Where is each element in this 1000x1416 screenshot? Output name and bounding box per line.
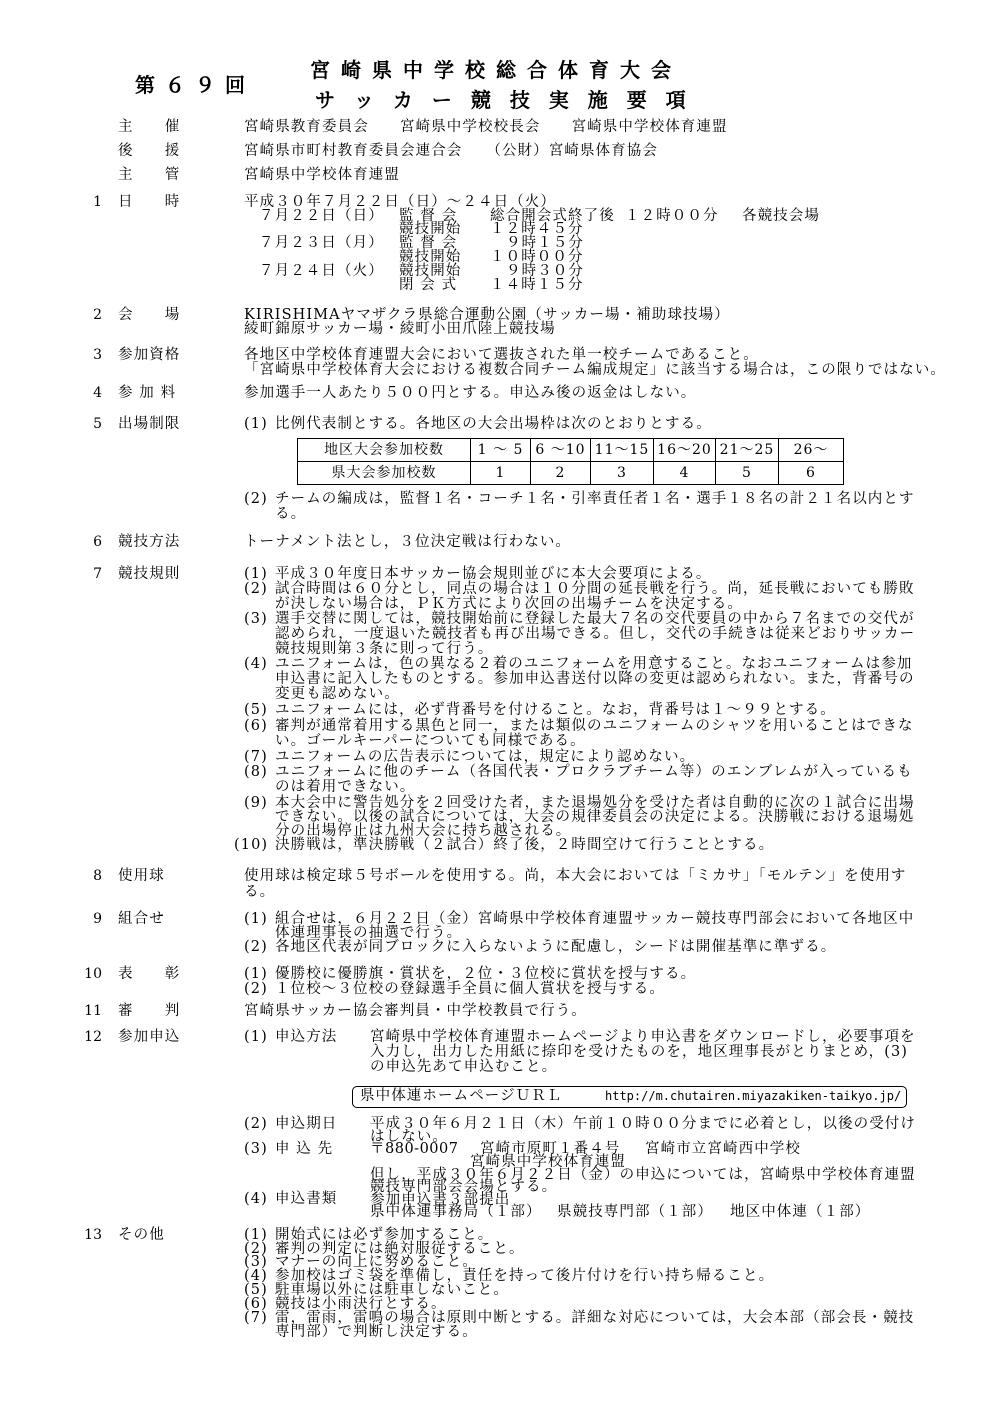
item-text: 決勝戦は，準決勝戦（２試合）終了後，２時間空けて行うこととする。: [275, 837, 775, 853]
document-subtitle: サ ッ カ ー 競 技 実 施 要 項: [315, 88, 692, 112]
item-marker: (5): [244, 1282, 268, 1298]
item-text: 競技規則第３条に則って行う。: [275, 641, 494, 657]
schedule-item: 競技開始: [399, 263, 462, 279]
schedule-place: 各競技会場: [742, 208, 820, 224]
manager-label: 主 管: [118, 167, 181, 183]
item-marker: (7): [244, 749, 268, 765]
schedule-period: 平成３０年７月２２日（日）～２４日（火）: [244, 194, 556, 210]
method-line: トーナメント法とし，３位決定戦は行わない。: [244, 534, 572, 550]
manager-text: 宮崎県中学校体育連盟: [244, 167, 400, 183]
item-text: ユニフォームに他のチーム（各国代表・プロクラブチーム等）のエンブレムが入っているも: [275, 764, 913, 780]
section-number: 10: [84, 966, 102, 982]
section-number: 12: [84, 1029, 102, 1045]
item-marker: (1): [244, 566, 268, 582]
item-marker: (6): [244, 718, 268, 734]
item-marker: (4): [244, 1191, 268, 1207]
section-label: 組合せ: [118, 911, 165, 927]
table-cell: 1: [471, 462, 531, 485]
item-text: 入力し，出力した用紙に捺印を受けたものを，地区理事長がとりまとめ，(3): [370, 1044, 909, 1060]
item-text: 参加校はゴミ袋を準備し，責任を持って後片付けを行い持ち帰ること。: [275, 1268, 775, 1284]
item-text: が決しない場合は，ＰＫ方式により次回の出場チームを決定する。: [275, 596, 743, 612]
quota-table: [297, 438, 844, 485]
url-text: http://m.chutairen.miyazakiken-taikyo.jp/: [605, 1089, 902, 1103]
section-number: 13: [84, 1227, 102, 1243]
schedule-item: 監 督 会: [399, 235, 458, 251]
schedule-time: １０時００分: [490, 249, 584, 265]
schedule-item: 監 督 会: [399, 208, 458, 224]
section-number: 11: [84, 1003, 102, 1019]
section-number: 9: [93, 911, 102, 927]
item-text: 審判の判定には絶対服従すること。: [275, 1241, 525, 1257]
row-header: 地区大会参加校数: [298, 439, 471, 462]
item-text: 申込書に記入したものとする。参加申込書送付以降の変更は認められない。また，背番号の: [275, 671, 915, 687]
venue-line: KIRISHIMAヤマザクラ県総合運動公園（サッカー場・補助球技場）: [244, 307, 730, 323]
item-marker: (2): [244, 581, 268, 597]
item-text: 審判が通常着用する黒色と同一，または類似のユニフォームのシャツを用いることはできな: [275, 718, 914, 734]
eligibility-line: 「宮崎県中学校体育大会における複数合同チーム編成規定」に該当する場合は，この限りではない。: [244, 362, 946, 378]
item-text: 駐車場以外には駐車しないこと。: [275, 1282, 509, 1298]
schedule-date: ７月２４日（火）: [259, 263, 384, 279]
venue-line: 綾町錦原サッカー場・綾町小田爪陸上競技場: [244, 321, 556, 337]
host-label: 主 催: [118, 119, 181, 135]
section-number: 8: [93, 868, 102, 884]
sub-label: 申込期日: [275, 1116, 338, 1132]
schedule-time: ９時３０分: [506, 263, 584, 279]
item-marker: (5): [244, 702, 268, 718]
item-marker: (1): [244, 966, 268, 982]
section-label: 審 判: [118, 1003, 181, 1019]
table-cell: 11～15: [591, 439, 654, 462]
item-text: 選手交替に関しては，競技開始前に登録した最大７名の交代要員の中から７名までの交代が: [275, 611, 915, 627]
fee-line: 参加選手一人あたり５００円とする。申込み後の返金はしない。: [244, 385, 697, 401]
item-marker: (3): [244, 611, 268, 627]
section-label: 日 時: [118, 194, 181, 210]
item-marker: (3): [244, 1254, 268, 1270]
item-text: のは着用できない。: [275, 779, 416, 795]
item-text: 但し，平成３０年６月２２日（金）の申込については，宮崎県中学校体育連盟: [370, 1167, 916, 1183]
document-copy: 地区中体連（１部）: [730, 1204, 871, 1220]
item-text: ユニフォームには，必ず背番号を付けること。なお，背番号は１～９９とする。: [275, 702, 836, 718]
section-label: 表 彰: [118, 966, 181, 982]
eligibility-line: 各地区中学校体育連盟大会において選抜された単一校チームであること。: [244, 347, 759, 363]
item-marker: (10): [234, 837, 269, 853]
item-text: 認められ，一度退いた競技者も再び出場できる。但し，交代の手続きは従来どおりサッカー: [275, 626, 916, 642]
referee-line: 宮崎県サッカー協会審判員・中学校教員で行う。: [244, 1003, 587, 1019]
schedule-time: １２時４５分: [490, 221, 584, 237]
section-label: 競技方法: [118, 534, 181, 550]
schedule-time: ９時１５分: [506, 235, 584, 251]
item-text: チームの編成は，監督１名・コーチ１名・引率責任者１名・選手１８名の計２１名以内とす: [275, 491, 915, 507]
table-cell: 1 ～ 5: [471, 439, 531, 462]
table-cell: 3: [591, 462, 654, 485]
item-text: 比例代表制とする。各地区の大会出場枠は次のとおりとする。: [275, 416, 712, 432]
schedule-time: １２時００分: [625, 208, 719, 224]
item-text: 専門部）で判断し決定する。: [275, 1324, 478, 1340]
item-text: １位校～３位校の登録選手全員に個人賞状を授与する。: [275, 981, 665, 997]
item-marker: (8): [244, 764, 268, 780]
item-text: い。ゴールキーパーについても同様である。: [275, 733, 586, 749]
document-copy: 県競技専門部（１部）: [557, 1204, 713, 1220]
url-label: 県中体連ホームページＵＲＬ: [360, 1088, 563, 1104]
section-label: 出場制限: [118, 416, 181, 432]
document-title: 宮崎県中学校総合体育大会: [310, 58, 682, 82]
table-cell: 4: [654, 462, 716, 485]
item-marker: (2): [244, 1241, 268, 1257]
item-text: 各地区代表が同ブロックに入らないように配慮し，シードは開催基準に準ずる。: [275, 939, 837, 955]
section-label: 競技規則: [118, 566, 181, 582]
item-marker: (3): [244, 1141, 268, 1157]
item-marker: (4): [244, 1268, 268, 1284]
section-label: 参加申込: [118, 1029, 181, 1045]
postal-code: 〒880-0007: [370, 1141, 459, 1157]
table-cell: 16～20: [654, 439, 716, 462]
item-text: 組合せは，６月２２日（金）宮崎県中学校体育連盟サッカー競技専門部会において各地区中: [275, 911, 915, 927]
item-marker: (1): [244, 1029, 268, 1045]
edition-heading: 第６９回: [135, 73, 255, 97]
table-row: [298, 439, 844, 462]
table-cell: 5: [716, 462, 779, 485]
item-marker: (4): [244, 656, 268, 672]
school-name: 宮崎市立宮崎西中学校: [645, 1141, 801, 1157]
section-number: 4: [93, 385, 102, 401]
item-marker: (1): [244, 1227, 268, 1243]
item-text: 雷，雷雨，雷鳴の場合は原則中断とする。詳細な対応については，大会本部（部会長・競技: [275, 1310, 915, 1326]
item-text: 試合時間は６０分とし，同点の場合は１０分間の延長戦を行う。尚，延長戦においても勝敗: [275, 581, 915, 597]
support-text: 宮崎県市町村教育委員会連合会 （公財）宮崎県体育協会: [244, 143, 658, 159]
sub-label: 申込書類: [275, 1191, 338, 1207]
section-label: その他: [118, 1227, 165, 1243]
table-cell: 21～25: [716, 439, 779, 462]
item-text: る。: [275, 506, 307, 522]
item-marker: (6): [244, 1296, 268, 1312]
table-cell: 6 ～10: [531, 439, 591, 462]
table-cell: 2: [531, 462, 591, 485]
table-row: [298, 462, 844, 485]
item-text: 体連理事長の抽選で行う。: [275, 925, 463, 941]
ball-line: 使用球は検定球５号ボールを使用する。尚，本大会においては「ミカサ」「モルテン」を使用す: [244, 868, 907, 884]
item-text: 競技専門部会会場とする。: [370, 1179, 558, 1195]
schedule-item: 閉 会 式: [399, 277, 458, 293]
item-marker: (9): [244, 795, 268, 811]
org-name: 宮崎県中学校体育連盟: [470, 1154, 626, 1170]
item-text: ユニフォームの広告表示については，規定により認めない。: [275, 749, 696, 765]
item-text: 分の出場停止は九州大会に持ち越される。: [275, 823, 572, 839]
host-text: 宮崎県教育委員会 宮崎県中学校校長会 宮崎県中学校体育連盟: [244, 119, 728, 135]
item-marker: (1): [244, 416, 268, 432]
item-text: 宮崎県中学校体育連盟ホームページより申込書をダウンロードし，必要事項を: [370, 1029, 916, 1045]
item-text: の申込先あて申込むこと。: [370, 1059, 558, 1075]
section-label: 会 場: [118, 307, 181, 323]
section-label: 参 加 料: [118, 385, 177, 401]
section-number: 6: [93, 534, 102, 550]
item-text: 優勝校に優勝旗・賞状を，２位・３位校に賞状を授与する。: [275, 966, 697, 982]
item-marker: (2): [244, 491, 268, 507]
section-number: 5: [93, 416, 102, 432]
item-text: 平成３０年６月２１日（木）午前１０時００分までに必着とし，以後の受付け: [370, 1116, 916, 1132]
section-label: 使用球: [118, 868, 165, 884]
item-text: 変更も認めない。: [275, 686, 400, 702]
document-copy: 県中体連事務局（１部）: [370, 1204, 542, 1220]
section-number: 2: [93, 307, 102, 323]
section-number: 3: [93, 347, 102, 363]
schedule-date: ７月２３日（月）: [259, 235, 384, 251]
table-cell: 26～: [779, 439, 844, 462]
schedule-time: 総合開会式終了後: [490, 208, 615, 224]
item-text: 参加申込書３部提出: [370, 1192, 511, 1208]
schedule-item: 競技開始: [399, 221, 462, 237]
sub-label: 申込方法: [275, 1029, 338, 1045]
section-label: 参加資格: [118, 347, 181, 363]
sub-label: 申 込 先: [275, 1141, 334, 1157]
item-marker: (7): [244, 1310, 268, 1326]
item-text: はしない。: [370, 1129, 448, 1145]
ball-line: る。: [244, 884, 276, 900]
address-text: 宮崎市原町１番４号: [480, 1141, 621, 1157]
item-marker: (1): [244, 911, 268, 927]
item-text: 競技は小雨決行とする。: [275, 1296, 447, 1312]
section-number: 1: [93, 194, 102, 210]
item-text: 開始式には必ず参加すること。: [275, 1227, 494, 1243]
schedule-item: 競技開始: [399, 249, 462, 265]
item-marker: (2): [244, 1116, 268, 1132]
table-cell: 6: [779, 462, 844, 485]
item-text: 本大会中に警告処分を２回受けた者，また退場処分を受けた者は自動的に次の１試合に出場: [275, 795, 915, 811]
item-text: マナーの向上に努めること。: [275, 1254, 478, 1270]
section-number: 7: [93, 566, 102, 582]
row-header: 県大会参加校数: [298, 462, 471, 485]
item-text: できない。以後の試合については，大会の規律委員会の決定による。決勝戦における退場処: [275, 809, 915, 825]
item-text: 平成３０年度日本サッカー協会規則並びに本大会要項による。: [275, 566, 712, 582]
item-marker: (2): [244, 981, 268, 997]
schedule-time: １４時１５分: [490, 277, 584, 293]
item-text: ユニフォームは，色の異なる２着のユニフォームを用意すること。なおユニフォームは参加: [275, 656, 913, 672]
item-marker: (2): [244, 939, 268, 955]
support-label: 後 援: [118, 143, 181, 159]
schedule-date: ７月２２日（日）: [259, 208, 384, 224]
